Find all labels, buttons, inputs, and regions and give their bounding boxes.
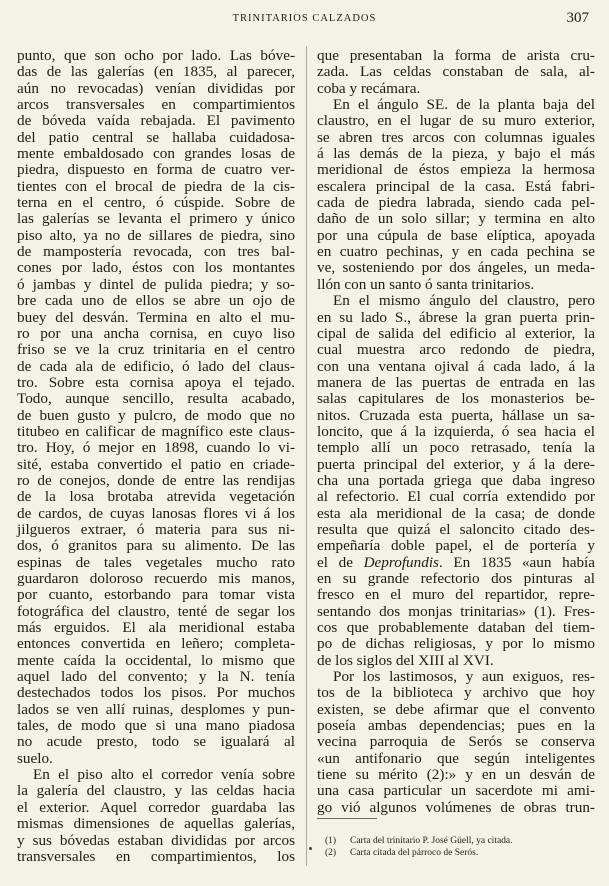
text-line: ro por una ancha cornisa, en cuyo liso [17,324,295,342]
print-speck [309,847,312,850]
text-line: vecina parroquia de Serós se conserva [317,733,595,751]
text-line: sité, estaba convertido el patio en criade- [17,455,295,473]
text-line: cones por lado, éstos con los montantes [17,259,295,277]
text-line: espinas de tales vegetales mucho rato [17,553,295,571]
text-line: no acude presto, todo se igualará al [17,733,295,751]
text-line: existen, se debe afirmar que el convento [317,700,595,718]
footnote-text: Carta del trinitario P. José Güell, ya citada. [350,836,513,846]
text-line: por una cúpula de base elíptica, apoyada [317,226,595,244]
text-line: mente embaldosado con grandes losas de [17,145,295,163]
text-line: y sus bóvedas estaban divididas por arcos [17,831,295,849]
text-line: tos de la biblioteca y archivo que hoy [317,684,595,702]
text-line: destechados todos los pisos. Por muchos [17,684,295,702]
text-line: guardaron doloroso recuerdo mis manos, [17,570,295,587]
text-line: se abren tres arcos con columnas iguales [317,128,595,146]
text-line: mente caída la occidental, lo mismo que [17,651,295,669]
text-line: empeñaría doble papel, el de portería y [317,537,595,555]
text-line: manera de las puertas de entrada en las [317,373,595,391]
right-text-column [317,48,595,816]
text-line: salas capitulares de los monasterios be- [317,390,595,408]
text-line: «un antifonario que según inteligentes [317,749,595,767]
text-line: aquel lado del convento; y la N. tenía [17,668,295,686]
text-line: más erguidos. El ala meridional estaba [17,619,295,637]
text-line: jilgueros extraer, ó materia para sus ni- [17,520,295,538]
text-line: nitos. Cruzada esta puerta, hállase un sa- [317,406,595,424]
text-line: zada. Las celdas constaban de sala, al- [317,63,595,81]
text-line: claustro, en el lugar de su muro exterior, [317,112,595,130]
text-line: una casa particular un sacerdote mi ami- [317,782,595,800]
text-line: piedra, dispuesto en forma de cuatro ver- [17,161,295,179]
footnotes [317,835,595,859]
text-line: de cada ala de edificio, ó lado del claus- [17,357,295,375]
text-line: resulta que quizá el saloncito citado des- [317,520,595,538]
text-line: del patio central se hallaba cuidadosa- [17,128,295,146]
text-line: terna en el centro, ó cúspide. Sobre de [17,194,295,212]
text-line: buey del desván. Termina en alto el mu- [17,308,295,326]
text-line: aún no revocadas) venían divididas por [17,79,295,97]
footnote [317,835,595,847]
text-line: de mampostería revocada, con tres bal- [17,243,295,261]
text-line: de los siglos del XIII al XVI. [317,651,494,669]
text-line: de buen gusto y pulcro, de modo que no [17,406,295,424]
text-line: Por los lastimosos, y aun exiguos, res- [333,668,595,686]
text-line: En el piso alto el corredor venía sobre [33,766,295,784]
italic-title: Deprofundis [363,553,439,571]
text-line: fotográfica del claustro, tenté de segar los [17,602,295,620]
text-line: con una ventana ojival á cada lado, á la [317,357,595,375]
text-line: ro de conejos, donde de entre las rendijas [17,471,295,489]
column-divider [306,46,307,866]
text-line: piso alto, ya no de sillares de piedra, sino [17,226,295,244]
text-line: de bóveda vaída rebajada. El pavimento [17,112,295,130]
text-line: daño de un solo sillar; y termina en alto [317,210,595,228]
text-line: titubeo en calificar de magnífico este claus- [17,422,295,440]
text-line: templo allí un poco retrasado, tenía la [317,439,595,457]
text-line: cada de piedra labrada, siendo cada pel- [317,194,595,212]
footnote [317,847,595,859]
footnote-text: Carta citada del párroco de Serós. [350,848,479,858]
text-line: tro. Hoy, ó mejor en 1898, cuando lo vi- [17,439,295,457]
text-line: ve, sosteniendo por dos ángeles, un meda- [317,259,595,277]
text-line: tientes con el brocal de piedra de la cis- [17,177,295,195]
text-line: tales, de modo que si una mano piadosa [17,717,295,735]
text-line: Todo, aunque sencillo, resulta acabado, [17,390,295,408]
text-line: á las demás de la pieza, y bajo el más [317,145,595,163]
text-line: En el mismo ángulo del claustro, pero [333,292,595,310]
text-line: las galerías se levanta el primero y único [17,210,295,228]
footnote-rule [317,818,377,819]
text-line: lados se ven allí ruinas, desplomes y pun- [17,700,295,718]
text-line: En el ángulo SE. de la planta baja del [333,96,595,114]
text-line: meridional de éstos empieza la hermosa [317,161,595,179]
text-line: entonces convertida en leñero; completa- [17,635,295,653]
text-line: dos, ó granitos para su alimento. De las [17,537,295,555]
text-line: ó jambas y dintel de pulida piedra; y so- [17,275,295,293]
text-line: en su lado S., ábrese la gran puerta prin- [317,308,595,326]
text-line: esta ala meridional de la casa; de donde [317,504,595,522]
text-line: punto, que son ocho por lado. Las bóve- [17,47,295,64]
text-line: la galería del claustro, y las celdas hacia [17,782,295,800]
text-line: arcos transversales en compartimientos [17,96,295,114]
text-line: llón con un santo ó santa trinitarios. [317,275,535,293]
text-line: fresco en el muro del repartidor, repre- [317,586,595,604]
text-line: tro. Sobre esta cornisa apoya el tejado. [17,373,295,391]
text-line: po de dichas religiosas, y por lo mismo [317,635,595,653]
text-line: de cardos, de cuyas lanosas flores vi á los [17,504,295,522]
text-line: el de Deprofundis. En 1835 «aun había [317,553,595,571]
text-line: mismas dimensiones de aquellas galerías, [17,815,295,833]
text-line: bre cada uno de ellos se abre un ojo de [17,292,295,310]
text-line: suelo. [17,749,53,767]
text-line: das de las galerías (en 1835, al parecer, [17,63,295,81]
running-title: TRINITARIOS CALZADOS [232,13,377,24]
footnote-number: (1) [325,836,337,846]
text-line: de la losa brotaba atrevida vegetación [17,488,295,506]
text-line: cual muestra arco redondo de piedra, [317,341,595,359]
text-line: puerta principal del exterior, y á la dere- [317,455,595,473]
text-line: cos que probablemente databan del tiem- [317,619,595,637]
text-line: el exterior. Aquel corredor guardaba las [17,798,295,816]
text-line: escalera principal de la casa. Está fabri- [317,177,595,195]
text-line: cipal de salida del edificio al exterior, la [317,324,595,342]
page-header [0,8,609,34]
text-line: go vió algunos volúmenes de obras trun- [317,798,595,816]
text-line: friso se ve la cruz trinitaria en el centro [17,341,295,359]
text-line: cha una portada griega que daba ingreso [317,471,595,489]
text-line: coba y recámara. [317,79,421,97]
text-line: tiene su mérito (2):» y en un desván de [317,766,595,784]
text-line: al refectorio. El cual corría extendido por [317,488,595,506]
text-line: en su grande refectorio dos pinturas al [317,570,595,587]
text-line: loncito, que á la izquierda, ó sea hacia el [317,422,595,440]
text-line: en cuatro pechinas, y en cada pechina se [317,243,595,261]
left-text-column [17,48,295,865]
text-line: sentando dos monjas trinitarias» (1). Fres- [317,602,595,620]
text-line: por cuanto, estorbando para tomar vista [17,586,295,604]
footnote-number: (2) [325,848,337,858]
page-number: 307 [566,10,589,26]
text-line: poseía ambas dependencias; pues en la [317,717,595,735]
text-line: que presentaban la forma de arista cru- [317,47,595,64]
text-line: transversales en compartimientos, los [17,847,295,865]
